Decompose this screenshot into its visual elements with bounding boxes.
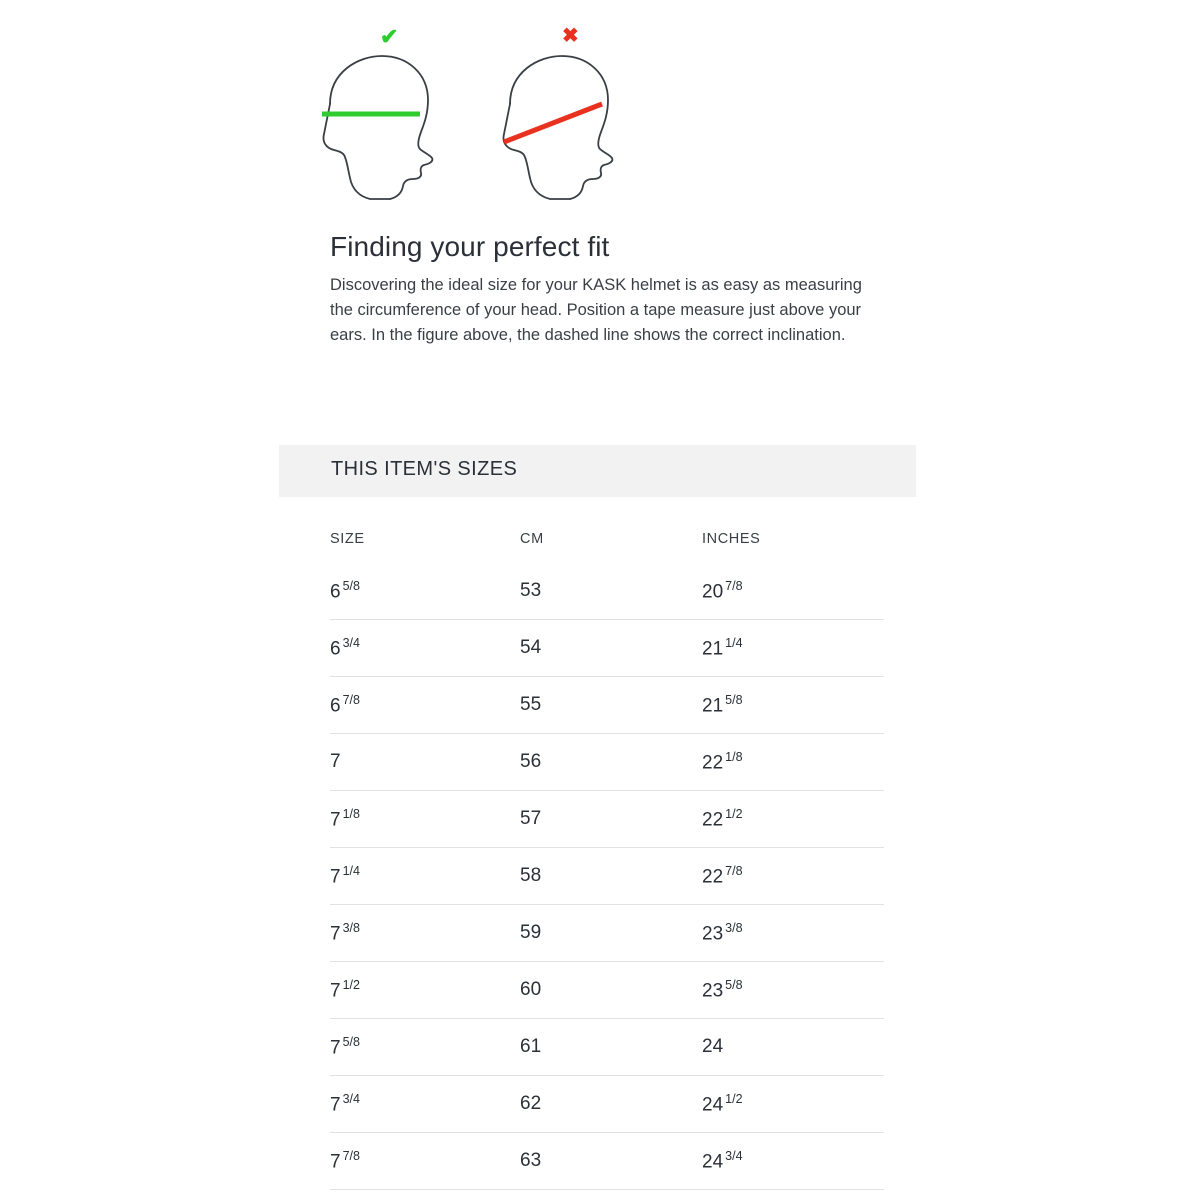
cell-cm: 56 bbox=[520, 751, 542, 772]
inches-whole: 22 bbox=[702, 752, 724, 774]
cell-size bbox=[330, 864, 520, 888]
inches-fraction: 3/4 bbox=[725, 1148, 743, 1163]
table-row bbox=[330, 677, 884, 734]
size-whole: 7 bbox=[330, 866, 341, 888]
cell-size bbox=[330, 751, 520, 773]
inches-fraction: 1/2 bbox=[725, 1091, 743, 1106]
cell-size bbox=[330, 921, 520, 945]
cell-size bbox=[330, 579, 520, 603]
table-row bbox=[330, 563, 884, 620]
inches-whole: 22 bbox=[702, 866, 724, 888]
cell-cm: 53 bbox=[520, 580, 542, 601]
head-profiles-svg bbox=[300, 42, 700, 202]
head-measurement-illustration bbox=[300, 18, 700, 198]
sizes-section-banner bbox=[279, 445, 916, 497]
cell-cm: 54 bbox=[520, 637, 542, 658]
cell-cm: 58 bbox=[520, 865, 542, 886]
cell-size bbox=[330, 807, 520, 831]
table-row bbox=[330, 848, 884, 905]
page-title: Finding your perfect fit bbox=[330, 230, 610, 262]
size-whole: 6 bbox=[330, 581, 341, 603]
size-fraction: 5/8 bbox=[342, 1034, 360, 1049]
incorrect-measure-line bbox=[504, 104, 602, 142]
size-whole: 6 bbox=[330, 695, 341, 717]
size-fraction: 3/4 bbox=[342, 1091, 360, 1106]
column-header-size: SIZE bbox=[330, 531, 365, 547]
table-row bbox=[330, 1076, 884, 1133]
sizes-section-title: THIS ITEM'S SIZES bbox=[331, 458, 518, 480]
inches-fraction: 3/8 bbox=[725, 920, 743, 935]
inches-whole: 20 bbox=[702, 581, 724, 603]
inches-whole: 24 bbox=[702, 1036, 724, 1057]
table-header-row bbox=[330, 515, 884, 563]
size-fraction: 3/4 bbox=[342, 635, 360, 650]
size-table bbox=[330, 515, 884, 1190]
cell-size bbox=[330, 636, 520, 660]
table-row bbox=[330, 734, 884, 791]
inches-fraction: 1/8 bbox=[725, 749, 743, 764]
cell-size bbox=[330, 693, 520, 717]
size-whole: 7 bbox=[330, 751, 341, 772]
cell-inches bbox=[702, 1149, 884, 1173]
cell-size bbox=[330, 1035, 520, 1059]
cell-size bbox=[330, 1149, 520, 1173]
cell-inches bbox=[702, 636, 884, 660]
column-header-inches: INCHES bbox=[702, 531, 761, 547]
cell-inches bbox=[702, 978, 884, 1002]
size-fraction: 7/8 bbox=[342, 1148, 360, 1163]
cell-inches bbox=[702, 750, 884, 774]
size-whole: 7 bbox=[330, 1037, 341, 1059]
inches-whole: 22 bbox=[702, 809, 724, 831]
inches-whole: 24 bbox=[702, 1094, 724, 1116]
cell-size bbox=[330, 1092, 520, 1116]
cell-inches bbox=[702, 807, 884, 831]
size-fraction: 5/8 bbox=[342, 578, 360, 593]
cell-cm: 63 bbox=[520, 1150, 542, 1171]
inches-fraction: 5/8 bbox=[725, 692, 743, 707]
cell-cm: 55 bbox=[520, 694, 542, 715]
table-row bbox=[330, 620, 884, 677]
table-row bbox=[330, 1133, 884, 1190]
size-fraction: 1/8 bbox=[342, 806, 360, 821]
cell-inches bbox=[702, 579, 884, 603]
green-check-icon: ✔ bbox=[380, 24, 399, 49]
inches-whole: 23 bbox=[702, 923, 724, 945]
size-fraction: 1/2 bbox=[342, 977, 360, 992]
cell-inches bbox=[702, 921, 884, 945]
inches-whole: 21 bbox=[702, 695, 724, 717]
cell-cm: 61 bbox=[520, 1036, 542, 1057]
cell-inches bbox=[702, 693, 884, 717]
size-fraction: 3/8 bbox=[342, 920, 360, 935]
size-fraction: 1/4 bbox=[342, 863, 360, 878]
inches-fraction: 7/8 bbox=[725, 578, 743, 593]
inches-fraction: 5/8 bbox=[725, 977, 743, 992]
inches-whole: 24 bbox=[702, 1151, 724, 1173]
cell-cm: 60 bbox=[520, 979, 542, 1000]
size-whole: 7 bbox=[330, 809, 341, 831]
size-whole: 7 bbox=[330, 923, 341, 945]
column-header-cm: CM bbox=[520, 531, 544, 547]
size-whole: 6 bbox=[330, 638, 341, 660]
size-whole: 7 bbox=[330, 1094, 341, 1116]
size-whole: 7 bbox=[330, 1151, 341, 1173]
cell-inches bbox=[702, 1092, 884, 1116]
inches-fraction: 1/4 bbox=[725, 635, 743, 650]
cell-inches bbox=[702, 1036, 884, 1058]
table-row bbox=[330, 905, 884, 962]
inches-whole: 21 bbox=[702, 638, 724, 660]
table-row bbox=[330, 791, 884, 848]
size-whole: 7 bbox=[330, 980, 341, 1002]
cell-cm: 59 bbox=[520, 922, 542, 943]
intro-paragraph: Discovering the ideal size for your KASK helmet is as easy as measuring the circumference of your head. Position a tape measure just above your ears. In the figure above, the dashed line shows the correct inclination. bbox=[330, 275, 862, 344]
table-row bbox=[330, 962, 884, 1019]
table-row bbox=[330, 1019, 884, 1076]
cell-cm: 62 bbox=[520, 1093, 542, 1114]
inches-whole: 23 bbox=[702, 980, 724, 1002]
inches-fraction: 7/8 bbox=[725, 863, 743, 878]
red-cross-icon: ✖ bbox=[562, 25, 579, 47]
size-fraction: 7/8 bbox=[342, 692, 360, 707]
cell-inches bbox=[702, 864, 884, 888]
inches-fraction: 1/2 bbox=[725, 806, 743, 821]
cell-size bbox=[330, 978, 520, 1002]
cell-cm: 57 bbox=[520, 808, 542, 829]
